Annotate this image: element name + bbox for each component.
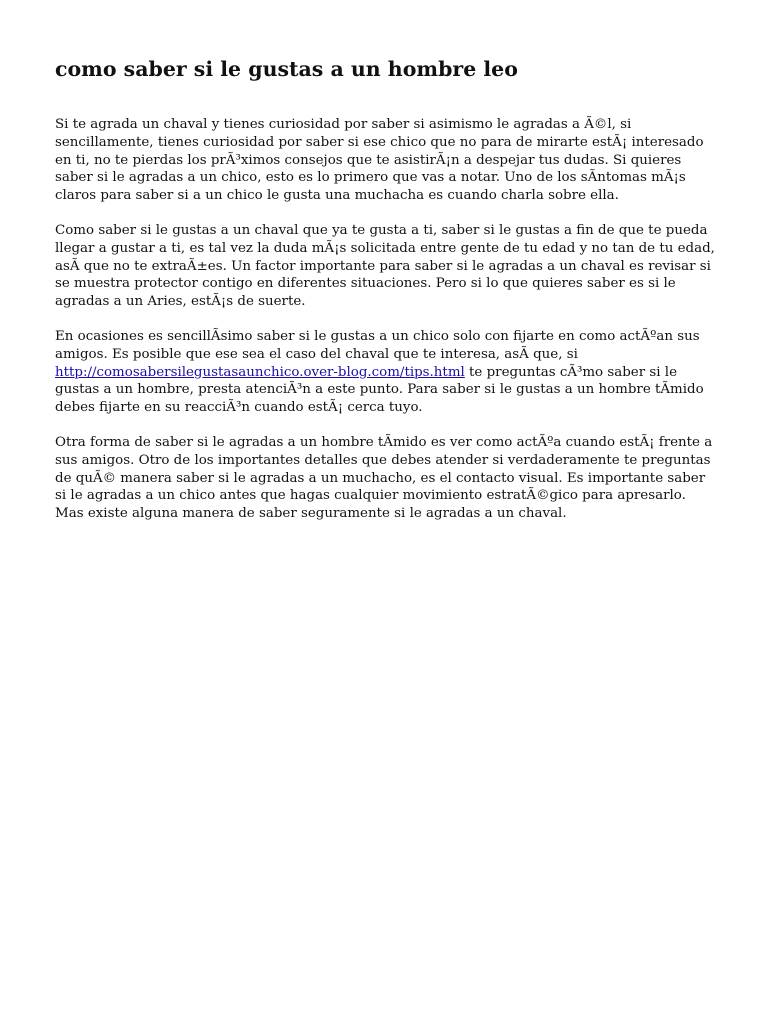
paragraph-3-before-link: En ocasiones es sencillÃsimo saber si le gustas a un chico solo con fijarte en como actÃºan sus amigos. Es posible que ese sea el caso del chaval que te interesa, asÃ que, si	[55, 328, 700, 362]
tips-link[interactable]: http://comosabersilegustasaunchico.over-blog.com/tips.html	[55, 364, 465, 380]
paragraph-4: Otra forma de saber si le agradas a un hombre tÃmido es ver como actÃºa cuando estÃ¡ frente a sus amigos. Otro de los importantes detalles que debes atender si verdaderamente te preguntas de quÃ© manera saber si le agradas a un muchacho, es el contacto visual. Es importante saber si le agradas a un chico antes que hagas cualquier movimiento estratÃ©gico para apresarlo. Mas existe alguna manera de saber seguramente si le agradas a un chaval.	[55, 434, 713, 522]
paragraph-3	[55, 328, 715, 417]
paragraph-2: Como saber si le gustas a un chaval que ya te gusta a ti, saber si le gustas a fin de que te pueda llegar a gustar a ti, es tal vez la duda mÃ¡s solicitada entre gente de tu edad y no tan de tu edad, asÃ que no te extraÃ±es. Un factor importante para saber si le agradas a un chaval es revisar si se muestra protector contigo en diferentes situaciones. Pero si lo que quieres saber es si le agradas a un Aries, estÃ¡s de suerte.	[55, 222, 715, 310]
document-page	[55, 54, 715, 540]
paragraph-1: Si te agrada un chaval y tienes curiosidad por saber si asimismo le agradas a Ã©l, si sencillamente, tienes curiosidad por saber si ese chico que no para de mirarte estÃ¡ interesado en ti, no te pierdas los prÃ³ximos consejos que te asistirÃ¡n a despejar tus dudas. Si quieres saber si le agradas a un chico, esto es lo primero que vas a notar. Uno de los sÃntomas mÃ¡s claros para saber si a un chico le gusta una muchacha es cuando charla sobre ella.	[55, 117, 704, 204]
paragraph-3-after-link: te preguntas cÃ³mo saber si le gustas a un hombre, presta atenciÃ³n a este punto. Para saber si le gustas a un hombre tÃmido debes fijarte en su reacciÃ³n cuando estÃ¡ cerca tuyo.	[55, 364, 704, 416]
document-title: como saber si le gustas a un hombre leo	[55, 57, 518, 81]
